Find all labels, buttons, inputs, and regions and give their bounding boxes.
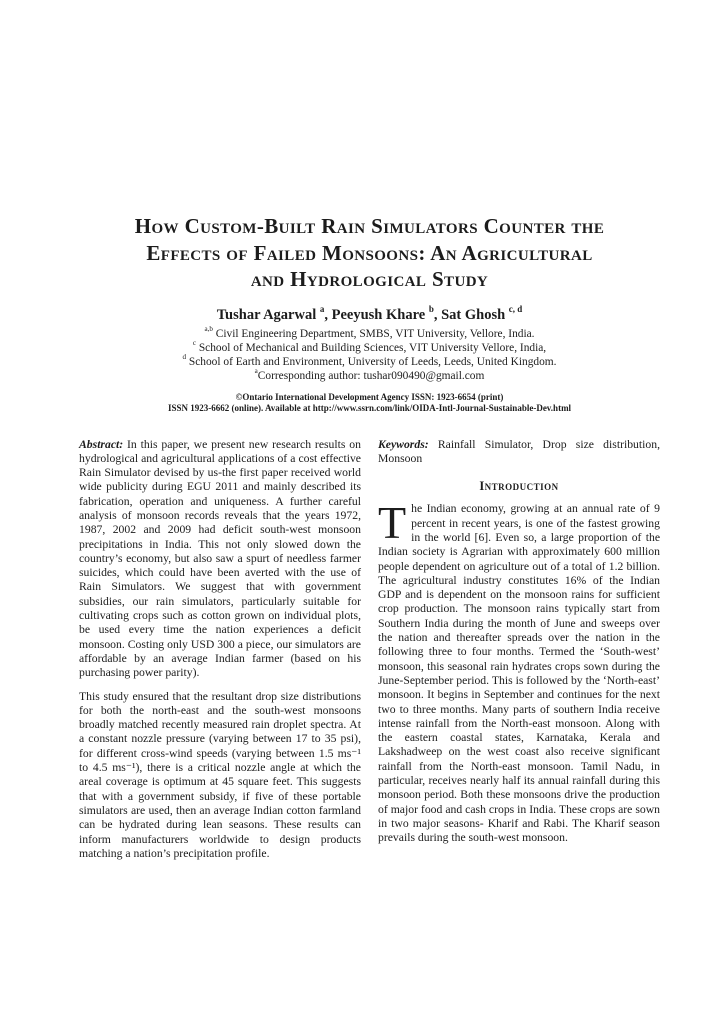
abstract-paragraph-2 <box>79 690 361 862</box>
abstract-label: Abstract: <box>79 437 124 451</box>
title-line-1: How Custom-Built Rain Simulators Counter the <box>134 214 605 238</box>
affiliation-line-3: $^d$ School of Earth and Environment, University of Leeds, Leeds, United Kingdom. <box>182 353 557 368</box>
copyright-issn-print-line: ©Ontario International Development Agency ISSN: 1923-6654 (print) <box>235 391 504 402</box>
affiliation-line-1: $^{a,b}$ Civil Engineering Department, SMBS, VIT University, Vellore, India. <box>204 325 535 340</box>
affiliation-superscript-3: d <box>182 353 187 361</box>
affiliation-superscript-2: c <box>192 339 196 347</box>
author-line <box>79 303 660 324</box>
abstract-paragraph-1 <box>79 438 361 681</box>
affiliation-line-2: $^c$ School of Mechanical and Building Sciences, VIT University Vellore, India, <box>192 339 547 354</box>
author-name-3: , Sat Ghosh <box>433 306 509 323</box>
issn-online-url-line: ISSN 1923-6662 (online). Available at http://www.ssrn.com/link/OIDA-Intl-Journal-Sustainable-Dev.html <box>167 402 572 413</box>
corresponding-author-email: Corresponding author: tushar090490@gmail.com <box>257 369 485 382</box>
body-columns <box>79 438 660 871</box>
introduction-text: he Indian economy, growing at an annual rate of 9 percent in recent years, is one of the fastest growing in the world [6]. Even so, a large proportion of the Indian society is Agrarian with approximately 600 million people dependent on agriculture out of a total of 1.2 billion. The agricultural industry constitutes 16% of the Indian GDP and is dependent on the monsoon rains for sufficient crop production. The monsoon rains typically start from Southern India during the month of June and sweeps over the nation and thereafter spreads over the nation in the following three to four months. Termed the ‘South-west’ monsoon, this seasonal rain hydrates crops sown during the June-September period. This is followed by the ‘North-east’ monsoon. It begins in September and continues for the next two to three months. Many parts of southern India receive intense rainfall from the North-east monsoon. Along with the eastern coastal states, Karnataka, Kerala and Lakshadweep on the west coast also receive significant rainfall from the North-east monsoon. Tamil Nadu, in particular, receives nearly half its annual rainfall during this monsoon period. Both these monsoons drive the production of major food and cash crops in India. These crops are sown in two major seasons- Kharif and Rabi. The Kharif season prevails during the south-west monsoon. <box>378 502 660 845</box>
introduction-heading: Introduction <box>479 479 559 494</box>
abstract-text-2: This study ensured that the resultant drop size distributions for both the north-east and the south-west monsoons broadly matched recently measured rain droplet spectra. At a constant nozzle pressure (varying between 17 to 35 psi), for different cross-wind speeds (varying between 1.5 ms⁻¹ to 4.5 ms⁻¹), there is a critical nozzle angle at which the areal coverage is optimum at 45 square feet. This suggests that with a government subsidy, if five of these portable simulators are used, then an average Indian cotton farmland can be hydrated during lean seasons. These results can inform manufacturers worldwide to design products matching a nation’s precipitation profile. <box>79 689 361 860</box>
left-column <box>79 438 361 871</box>
author-superscript-2: b <box>428 303 434 314</box>
keywords-paragraph <box>378 438 660 467</box>
author-name-1: Tushar Agarwal <box>216 306 320 323</box>
corresponding-author-line <box>79 369 660 383</box>
abstract-text-1: In this paper, we present new research results on hydrological and agricultural applications of a cost effective Rain Simulator devised by us-the first paper received world wide publicity during EGU 2011 and mainly described its fabrication, operation and uniqueness. A further careful analysis of monsoon records reveals that the years 1972, 1987, 2002 and 2009 had deficit south-west monsoon precipitations in India. This not only slowed down the country’s economy, but also saw a spurt of needless farmer suicides, which could have been averted with the use of Rain Simulators. We suggest that with government subsidies, our rain simulators, particularly suitable for cultivating crops such as cotton grown on individual plots, be used every time the nation experiences a deficit monsoon. Costing only USD 300 a piece, our simulators are affordable by an average Indian farmer (based on his purchasing power parity). <box>79 437 361 680</box>
title-line-2: Effects of Failed Monsoons: An Agricultural <box>146 240 593 265</box>
keywords-label: Keywords: <box>378 437 429 451</box>
introduction-paragraph <box>378 497 660 845</box>
drop-cap-letter: T <box>378 497 407 549</box>
author-superscript-3: c, d <box>508 303 523 314</box>
imprint-block <box>79 392 660 414</box>
author-name-2: , Peeyush Khare <box>324 306 429 323</box>
paper-title <box>79 213 660 293</box>
author-superscript-1: a <box>319 303 325 314</box>
title-line-3: and Hydrological Study <box>250 267 489 291</box>
corresponding-author-superscript: a <box>254 367 258 375</box>
affiliation-superscript-1: a,b <box>204 325 213 333</box>
right-column <box>378 438 660 871</box>
keywords-text: Rainfall Simulator, Drop size distribution, Monsoon <box>378 437 660 465</box>
affiliations-block <box>79 327 660 383</box>
